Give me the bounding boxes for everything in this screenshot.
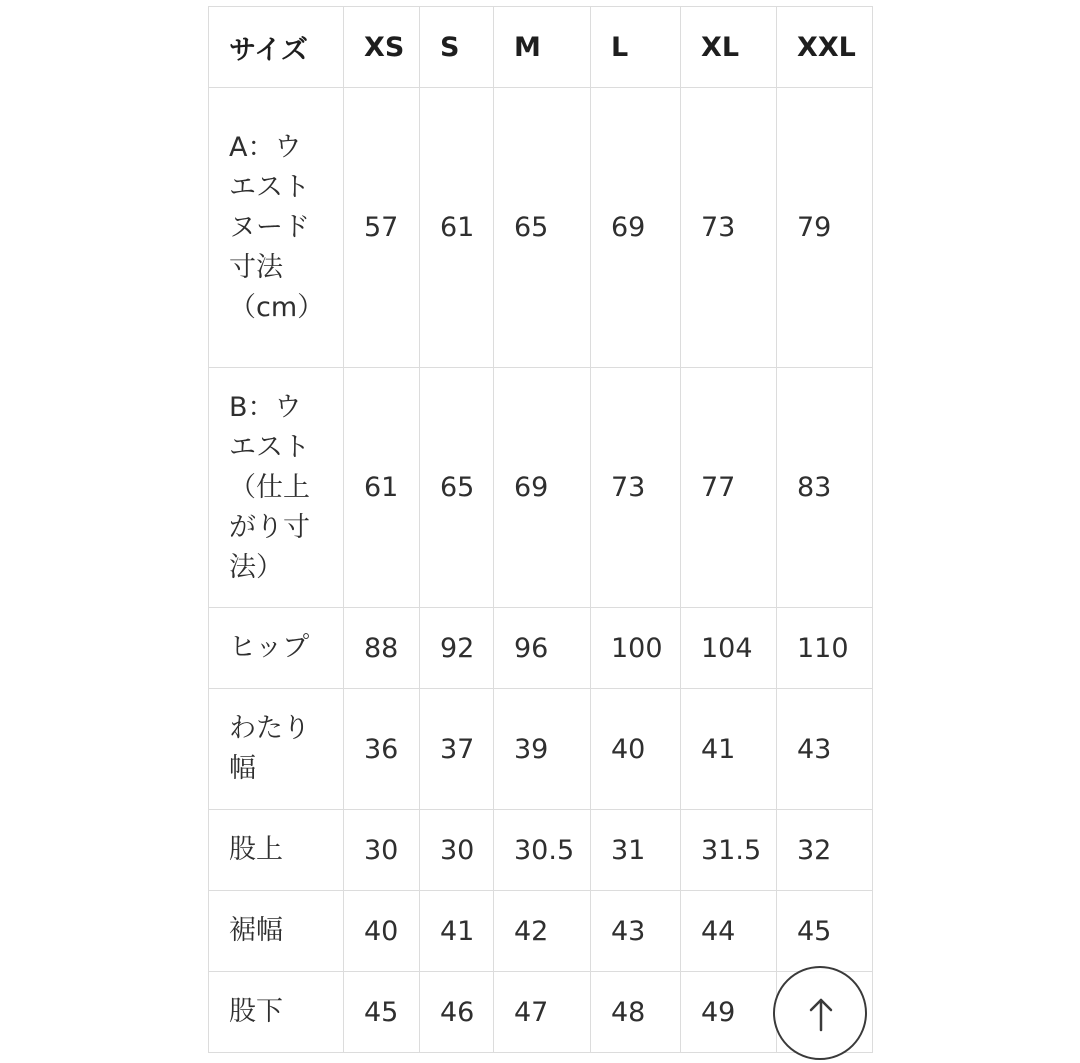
row-label-waist-nude: A：ウエストヌード寸法（cm） (209, 88, 344, 368)
header-size-m: M (494, 7, 591, 88)
table-cell: 77 (681, 368, 777, 608)
table-cell: 69 (494, 368, 591, 608)
table-row (209, 891, 873, 972)
table-cell: 73 (681, 88, 777, 368)
table-row (209, 689, 873, 810)
header-size-s: S (420, 7, 494, 88)
row-label-thigh-width: わたり幅 (209, 689, 344, 810)
table-row (209, 368, 873, 608)
table-row (209, 88, 873, 368)
table-cell: 96 (494, 608, 591, 689)
table-cell: 37 (420, 689, 494, 810)
table-cell: 61 (420, 88, 494, 368)
header-size-l: L (591, 7, 681, 88)
table-cell: 36 (344, 689, 420, 810)
header-size-xxl: XXL (777, 7, 873, 88)
table-cell: 57 (344, 88, 420, 368)
table-header-row (209, 7, 873, 88)
header-size-xl: XL (681, 7, 777, 88)
table-cell: 92 (420, 608, 494, 689)
table-cell: 43 (591, 891, 681, 972)
table-cell: 45 (344, 972, 420, 1053)
table-cell: 44 (681, 891, 777, 972)
table-cell: 31.5 (681, 810, 777, 891)
table-cell: 40 (591, 689, 681, 810)
table-cell: 61 (344, 368, 420, 608)
table-cell: 42 (494, 891, 591, 972)
table-row (209, 608, 873, 689)
table-cell: 73 (591, 368, 681, 608)
row-label-hip: ヒップ (209, 608, 344, 689)
table-cell: 47 (494, 972, 591, 1053)
header-size-xs: XS (344, 7, 420, 88)
table-cell: 88 (344, 608, 420, 689)
table-cell: 45 (777, 891, 873, 972)
row-label-waist-finished: B：ウエスト（仕上がり寸法） (209, 368, 344, 608)
table-cell: 43 (777, 689, 873, 810)
table-cell: 104 (681, 608, 777, 689)
table-cell: 83 (777, 368, 873, 608)
row-label-rise: 股上 (209, 810, 344, 891)
table-cell: 40 (344, 891, 420, 972)
scroll-to-top-button[interactable] (773, 966, 867, 1060)
table-cell: 69 (591, 88, 681, 368)
table-cell: 30 (344, 810, 420, 891)
table-cell: 100 (591, 608, 681, 689)
table-cell: 65 (494, 88, 591, 368)
table-cell: 41 (420, 891, 494, 972)
row-label-inseam: 股下 (209, 972, 344, 1053)
table-cell: 41 (681, 689, 777, 810)
arrow-up-icon (775, 968, 869, 1062)
table-cell: 30.5 (494, 810, 591, 891)
table-cell: 48 (591, 972, 681, 1053)
size-chart-table (208, 6, 873, 1053)
header-size-label: サイズ (209, 7, 344, 88)
table-cell: 49 (681, 972, 777, 1053)
table-cell: 32 (777, 810, 873, 891)
table-cell: 110 (777, 608, 873, 689)
table-cell: 65 (420, 368, 494, 608)
table-row (209, 810, 873, 891)
table-cell: 79 (777, 88, 873, 368)
table-cell: 39 (494, 689, 591, 810)
table-cell: 46 (420, 972, 494, 1053)
table-cell: 30 (420, 810, 494, 891)
row-label-hem-width: 裾幅 (209, 891, 344, 972)
table-cell: 31 (591, 810, 681, 891)
